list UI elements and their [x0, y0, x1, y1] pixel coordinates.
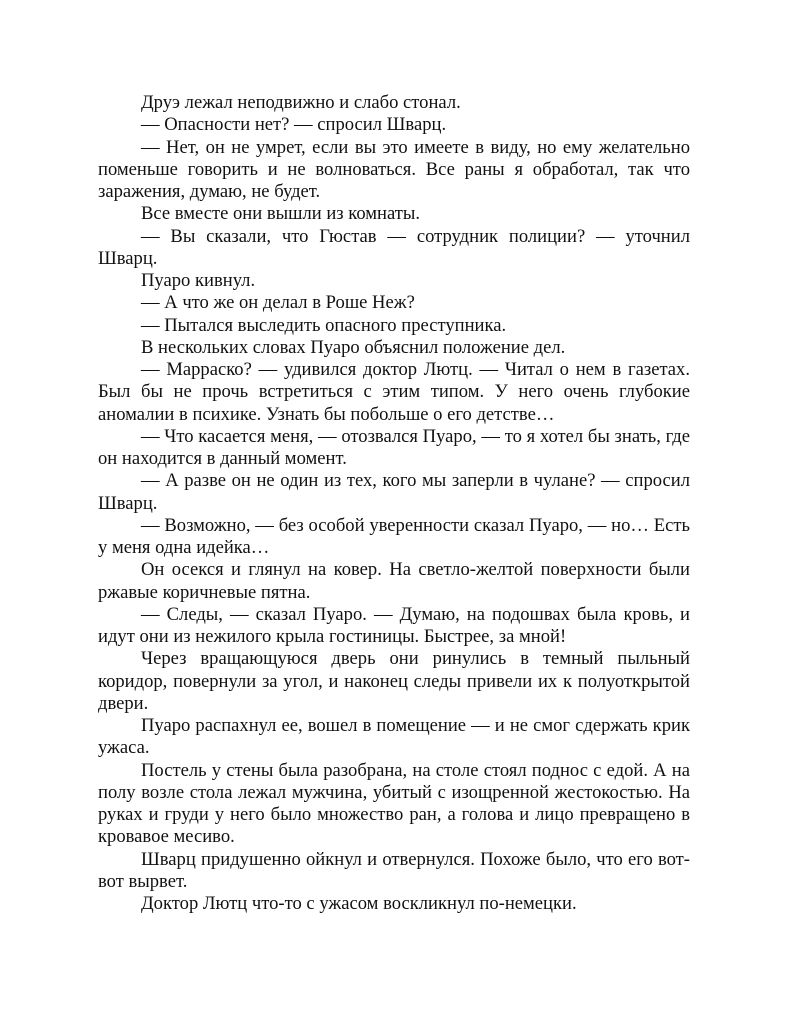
paragraph: — А что же он делал в Роше Неж? [141, 292, 415, 314]
paragraph: Шварц придушенно ойкнул и отвернулся. Похоже было, что его вот-вот вырвет. [98, 848, 690, 892]
paragraph: — Следы, — сказал Пуаро. — Думаю, на подошвах была кровь, и идут они из нежилого крыла гостиницы. Быстрее, за мной! [98, 603, 690, 647]
paragraph: — Опасности нет? — спросил Шварц. [141, 114, 447, 136]
paragraph: Доктор Лютц что-то с ужасом воскликнул по-немецки. [141, 893, 577, 914]
paragraph: Пуаро кивнул. [141, 270, 256, 291]
paragraph: — Нет, он не умрет, если вы это имеете в виду, но ему желательно поменьше говорить и не волноваться. Все раны я обработал, так что заражения, думаю, не будет. [98, 136, 690, 202]
paragraph: — Вы сказали, что Гюстав — сотрудник полиции? — уточнил Шварц. [98, 225, 690, 269]
paragraph: — Марраско? — удивился доктор Лютц. — Читал о нем в газетах. Был бы не прочь встретиться с этим типом. У него очень глубокие аномалии в психике. Узнать бы побольше о его детстве… [98, 359, 690, 425]
paragraph: В нескольких словах Пуаро объяснил положение дел. [141, 336, 566, 358]
paragraph: — Что касается меня, — отозвался Пуаро, — то я хотел бы знать, где он находится в данный момент. [98, 425, 690, 469]
paragraph: — А разве он не один из тех, кого мы заперли в чулане? — спросил Шварц. [98, 470, 690, 514]
paragraph: — Возможно, — без особой уверенности сказал Пуаро, — но… Есть у меня одна идейка… [98, 514, 690, 558]
paragraph: Пуаро распахнул ее, вошел в помещение — и не смог сдержать крик ужаса. [98, 715, 690, 759]
paragraph: Друэ лежал неподвижно и слабо стонал. [141, 92, 461, 113]
paragraph: Он осекся и глянул на ковер. На светло-желтой поверхности были ржавые коричневые пятна. [98, 559, 690, 603]
paragraph: Постель у стены была разобрана, на столе стоял поднос с едой. А на полу возле стола лежал мужчина, убитый с изощренной жестокостью. На руках и груди у него было множество ран, а голова и лицо превращено в кровавое месиво. [98, 759, 690, 848]
paragraph: Через вращающуюся дверь они ринулись в темный пыльный коридор, повернули за угол, и наконец следы привели их к полуоткрытой двери. [98, 648, 690, 714]
paragraph: Все вместе они вышли из комнаты. [141, 203, 421, 225]
paragraph: — Пытался выследить опасного преступника. [141, 314, 507, 336]
document-page [98, 92, 690, 915]
